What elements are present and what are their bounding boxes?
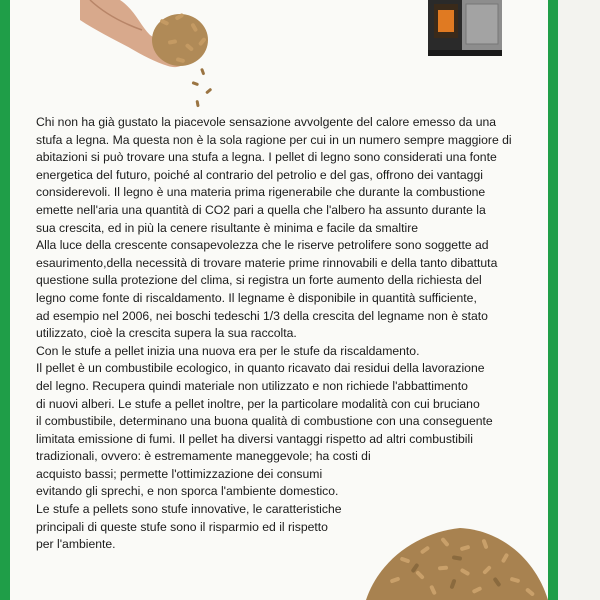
article-body — [36, 114, 548, 554]
text-line: principali di queste stufe sono il risparmio ed il rispetto — [36, 519, 328, 534]
pellet-stove-illustration — [420, 0, 510, 60]
text-line: evitando gli sprechi, e non sporca l'ambiente domestico. — [36, 484, 339, 499]
text-line: Con le stufe a pellet inizia una nuova era per le stufe da riscaldamento. — [36, 343, 420, 358]
hand-pouring-pellets-illustration — [80, 0, 230, 120]
green-border-left — [0, 0, 10, 600]
text-line: emette nell'aria una quantità di CO2 pari a quella che l'albero ha assunto durante la — [36, 202, 486, 217]
text-line: tradizionali, ovvero: è estremamente maneggevole; ha costi di — [36, 449, 371, 464]
text-line: ad esempio nel 2006, nei boschi tedeschi 1/3 della crescita del legname non è stato — [36, 308, 488, 323]
text-line: limitata emissione di fumi. Il pellet ha diversi vantaggi rispetto ad altri combustibili — [36, 431, 473, 446]
text-line: considerevoli. Il legno è una materia prima rigenerabile che durante la combustione — [36, 185, 486, 200]
page-edge-strip — [558, 0, 600, 600]
text-line: legno come fonte di riscaldamento. Il legname è disponibile in quantità sufficiente, — [36, 290, 477, 305]
text-line: Chi non ha già gustato la piacevole sensazione avvolgente del calore emesso da una — [36, 115, 497, 129]
green-border-right — [548, 0, 558, 600]
text-line: acquisto bassi; permette l'ottimizzazione dei consumi — [36, 466, 323, 481]
text-line: energetica del futuro, poiché al contrario del petrolio e del gas, offrono dei vantaggi — [36, 167, 483, 182]
text-line: abitazioni si può trovare una stufa a legna. I pellet di legno sono considerati una fonte — [36, 150, 497, 165]
text-line: sua crescita, ed in più la cenere risultante è minima e facile da smaltire — [36, 220, 419, 235]
text-line: il combustibile, determinano una buona qualità di combustione con una conseguente — [36, 414, 493, 429]
text-line: Alla luce della crescente consapevolezza che le riserve petrolifere sono soggette ad — [36, 238, 489, 253]
text-line: di nuovi alberi. Le stufe a pellet inoltre, per la particolare modalità con cui bruciano — [36, 396, 480, 411]
text-line: del legno. Recupera quindi materiale non utilizzato e non richiede l'abbattimento — [36, 378, 468, 393]
text-line: esaurimento,della necessità di trovare materie prime rinnovabili e della tanto dibattuta — [36, 255, 498, 270]
text-line: per l'ambiente. — [36, 537, 116, 552]
text-line: stufa a legna. Ma questa non è la sola ragione per cui in un numero sempre maggiore di — [36, 132, 512, 147]
text-line: utilizzato, cioè la crescita supera la sua raccolta. — [36, 326, 297, 341]
text-line: Le stufe a pellets sono stufe innovative, le caratteristiche — [36, 502, 342, 517]
text-line: Il pellet è un combustibile ecologico, in quanto ricavato dai residui della lavorazione — [36, 361, 485, 376]
text-line: questione sulla protezione del clima, si registra un forte aumento della richiesta del — [36, 273, 482, 288]
